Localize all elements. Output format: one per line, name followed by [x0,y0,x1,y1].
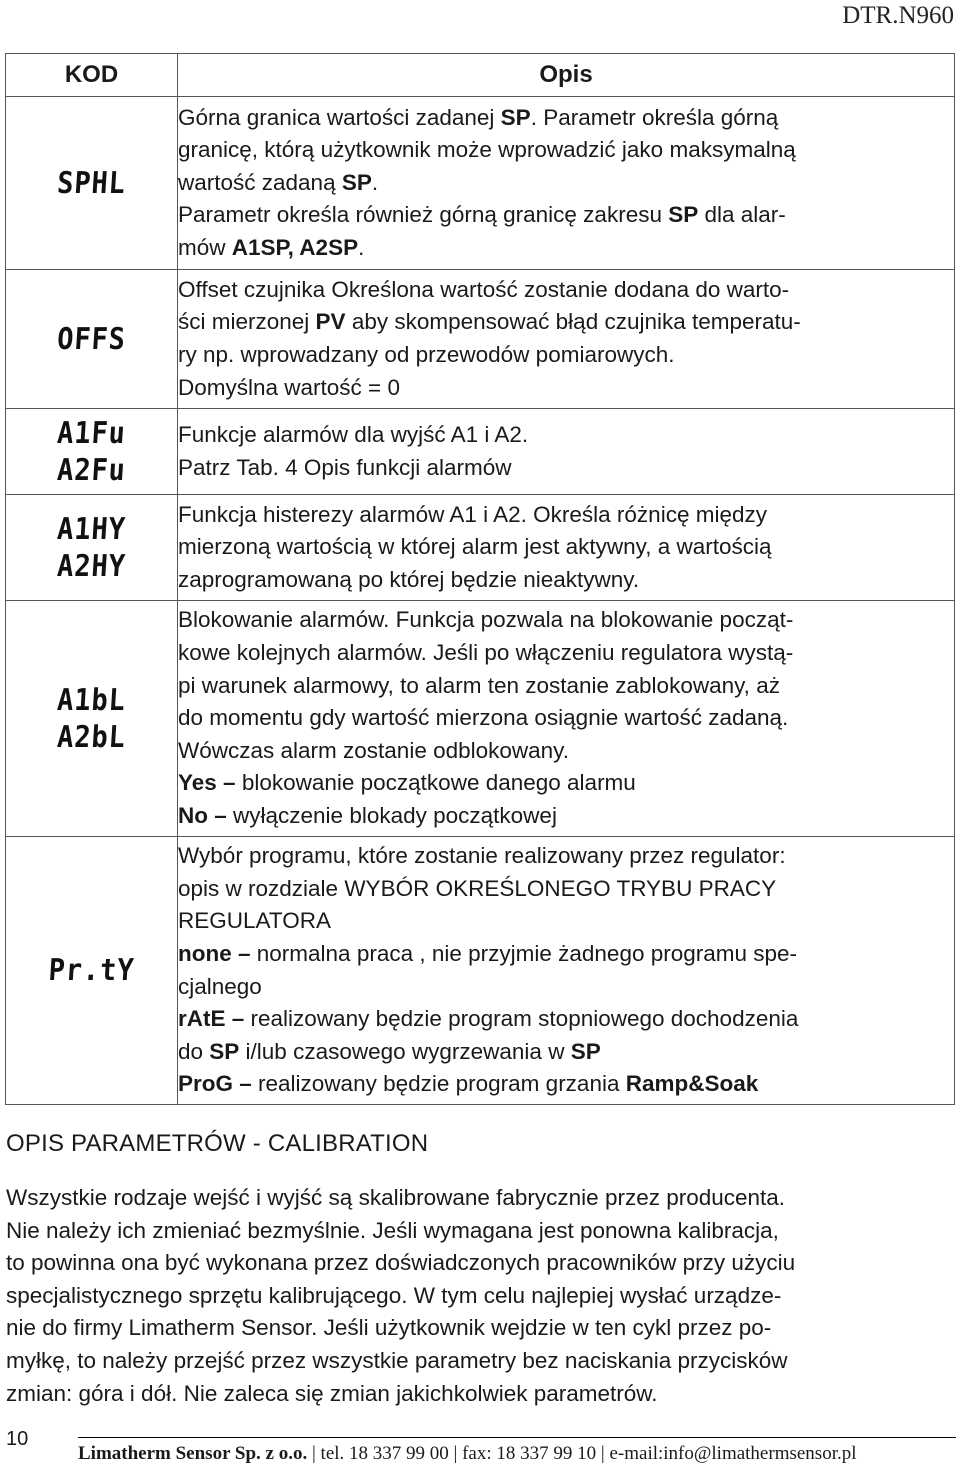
footer-separator: | [307,1443,321,1464]
description-line [178,499,954,532]
param-description-cell [178,97,955,270]
description-text: granicę, którą użytkownik może wprowadzić jako maksymalną [178,137,796,163]
description-text: . Parametr określa górną [530,104,779,130]
param-description-cell [178,270,955,409]
description-line [178,670,954,703]
table-row [6,270,955,409]
description-line [178,339,954,372]
description-keyword: SP [341,169,372,195]
description-keyword: SP [209,1038,240,1064]
param-code: A2bL [56,719,127,755]
param-code-cell [6,495,178,601]
param-code: A2HY [56,548,127,584]
description-keyword: No – [178,802,227,828]
table-row [6,97,955,270]
description-text: Parametr określa również górną granicę zakresu [178,202,669,228]
description-text: realizowany będzie program stopniowego dochodzenia [244,1006,799,1032]
footer-phone: tel. 18 337 99 00 [320,1443,449,1464]
description-line [178,372,954,405]
description-text: Górna granica wartości zadanej [178,104,501,130]
description-line [178,840,954,873]
description-line [178,199,954,232]
param-description-cell [178,409,955,495]
table-row [6,409,955,495]
header-code: KOD [6,54,178,97]
document-id: DTR.N960 [842,2,954,29]
description-keyword: ProG – [178,1071,252,1097]
description-keyword: SP [570,1038,601,1064]
description-line [178,971,954,1004]
description-text: Wybór programu, które zostanie realizowany przez regulator: [178,843,786,869]
description-text: do momentu gdy wartość mierzona osiągnie wartość zadaną. [178,705,789,731]
param-code-cell [6,270,178,409]
description-text: realizowany będzie program grzania [251,1071,626,1097]
description-line [178,905,954,938]
description-line [178,873,954,906]
param-description-cell [178,601,955,837]
param-code: A2Fu [56,452,127,488]
description-line [178,306,954,339]
description-text: ści mierzonej [178,309,316,335]
description-text: Funkcje alarmów dla wyjść A1 i A2. [178,421,529,447]
description-keyword: A1SP, A2SP [231,234,359,260]
page-number: 10 [6,1428,29,1450]
description-line [178,134,954,167]
description-keyword: SP [500,104,531,130]
description-text: mów [178,234,232,260]
description-line [178,274,954,307]
param-code: Pr.tY [47,953,136,988]
description-line [178,531,954,564]
param-description-cell [178,837,955,1105]
description-line [178,702,954,735]
calibration-paragraph [6,1182,951,1410]
description-text: wyłączenie blokady początkowej [226,802,557,828]
table-header-row [6,54,955,97]
description-text: dla alar- [698,202,786,228]
paragraph-line: Nie należy ich zmieniać bezmyślnie. Jeśli wymagana jest ponowna kalibracja, [6,1217,779,1243]
footer-fax: fax: 18 337 99 10 [462,1443,597,1464]
param-code: A1Fu [56,415,127,451]
footer-company: Limatherm Sensor Sp. z o.o. [78,1443,308,1464]
table-row [6,837,955,1105]
paragraph-line: zmian: góra i dół. Nie zaleca się zmian jakichkolwiek parametrów. [6,1380,658,1406]
description-keyword: none – [178,940,251,966]
paragraph-line: Wszystkie rodzaje wejść i wyjść są skalibrowane fabrycznie przez producenta. [6,1185,786,1210]
param-code-cell [6,601,178,837]
footer-separator: | [596,1443,610,1464]
description-line [178,232,954,265]
description-line [178,767,954,800]
description-line [178,1003,954,1036]
param-code-cell [6,409,178,495]
description-text: ry np. wprowadzany od przewodów pomiarowych. [178,342,675,367]
description-line [178,604,954,637]
description-text: aby skompensować błąd czujnika temperatu- [345,309,801,335]
description-keyword: PV [315,309,346,335]
footer-email: e-mail:info@limathermsensor.pl [609,1443,857,1464]
param-code-cell [6,97,178,270]
paragraph-line: specjalistycznego sprzętu kalibrującego. W tym celu najlepiej wysłać urządze- [6,1282,782,1308]
description-text: zaprogramowaną po której będzie nieaktywny. [178,566,640,592]
footer-separator: | [448,1443,463,1464]
description-line [178,938,954,971]
description-text: Wówczas alarm zostanie odblokowany. [178,737,570,763]
paragraph-line: nie do firmy Limatherm Sensor. Jeśli użytkownik wejdzie w ten cykl przez po- [6,1315,772,1341]
param-description-cell [178,495,955,601]
description-line [178,1036,954,1069]
description-line [178,102,954,135]
description-text: . [371,169,379,195]
description-line [178,1068,954,1101]
description-line [178,735,954,768]
description-text: opis w rozdziale WYBÓR OKREŚLONEGO TRYBU PRACY [178,875,777,901]
description-line [178,564,954,597]
description-keyword: rAtE – [178,1006,245,1032]
description-text: REGULATORA [178,908,331,934]
description-line [178,419,954,452]
description-text: blokowanie początkowe danego alarmu [235,770,636,796]
param-code-cell [6,837,178,1105]
paragraph-line: to powinna ona być wykonana przez doświadczonych pracowników przy użyciu [6,1250,796,1276]
section-title: OPIS PARAMETRÓW - CALIBRATION [6,1130,429,1157]
header-description: Opis [178,54,955,97]
footer-divider [78,1437,956,1438]
table-row [6,495,955,601]
description-text: Domyślna wartość = 0 [178,374,400,400]
param-code: A1HY [56,511,127,547]
description-keyword: SP [668,202,699,228]
parameter-table [5,53,955,1105]
description-line [178,637,954,670]
description-text: Offset czujnika Określona wartość zostanie dodana do warto- [178,276,790,302]
param-code: A1bL [56,682,127,718]
description-keyword: Ramp&Soak [625,1071,759,1097]
description-text: Funkcja histerezy alarmów A1 i A2. Określa różnicę między [178,501,767,527]
table-row [6,601,955,837]
description-text: do [178,1038,210,1064]
description-text: Blokowanie alarmów. Funkcja pozwala na blokowanie począt- [178,607,794,633]
description-text: i/lub czasowego wygrzewania w [239,1038,571,1064]
description-text: cjalnego [178,973,262,999]
footer [78,1443,857,1465]
description-line [178,800,954,833]
description-text: . [358,234,365,260]
description-text: pi warunek alarmowy, to alarm ten zostanie zablokowany, aż [178,672,780,698]
description-text: wartość zadaną [178,169,342,195]
description-text: Patrz Tab. 4 Opis funkcji alarmów [178,454,512,480]
description-line [178,167,954,200]
param-code: SPHL [56,165,127,201]
description-line [178,452,954,485]
param-code: OFFS [56,321,127,357]
paragraph-line: myłkę, to należy przejść przez wszystkie parametry bez naciskania przycisków [6,1347,788,1373]
description-text: mierzoną wartością w której alarm jest aktywny, a wartością [178,534,772,560]
description-text: normalna praca , nie przyjmie żadnego programu spe- [250,940,798,966]
description-text: kowe kolejnych alarmów. Jeśli po włączeniu regulatora wystą- [178,640,794,666]
description-keyword: Yes – [178,770,236,796]
